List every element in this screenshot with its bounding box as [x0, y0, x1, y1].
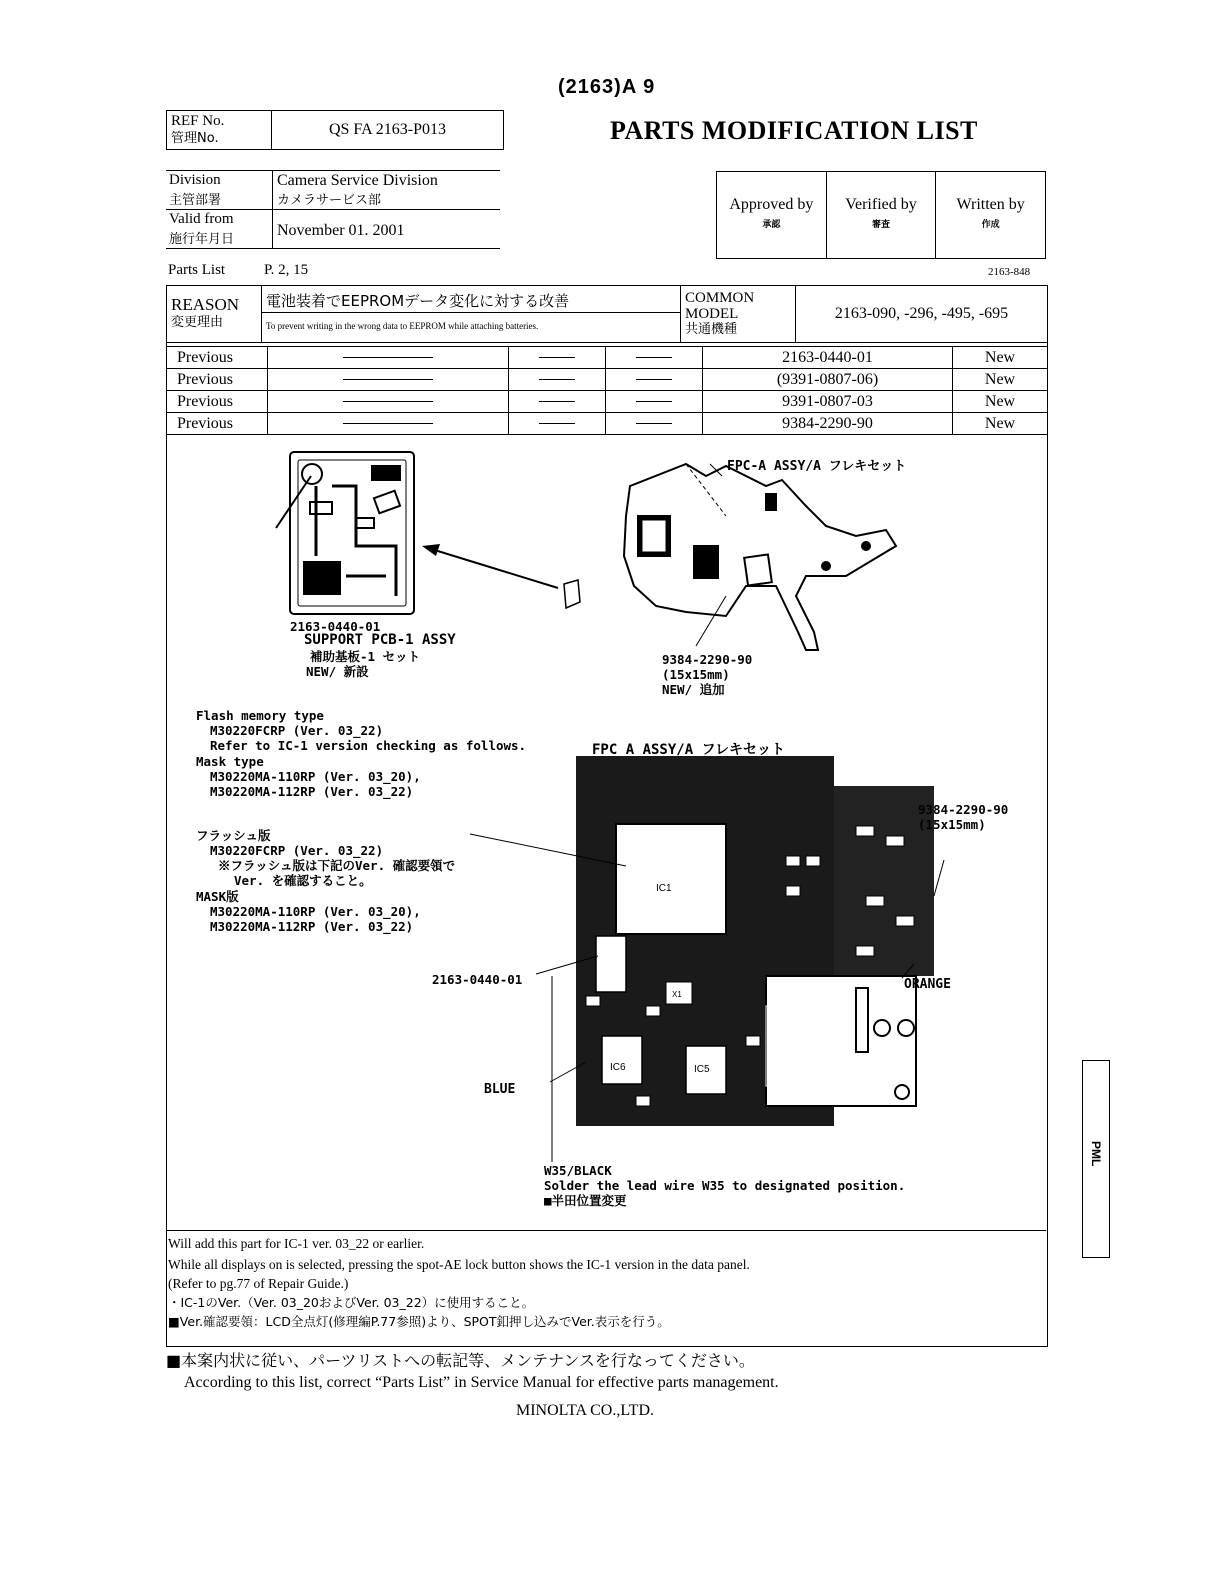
reason-label-jp: 変更理由	[171, 315, 224, 330]
footer-jp: ■本案内状に従い、パーツリストへの転記等、メンテナンスを行なってください。	[166, 1351, 755, 1370]
common-model-label-jp: 共通機種	[685, 322, 738, 337]
arrow-to-support-pcb	[422, 544, 558, 588]
jp-flash-model: M30220FCRP (Ver. 03_22)	[210, 843, 384, 858]
valid-from-label-jp: 施行年月日	[169, 232, 235, 247]
note-line-5: ■Ver.確認要領：LCD全点灯(修理編P.77参照)より、SPOT釦押し込みでVer.表示を行う。	[168, 1314, 670, 1329]
info-block	[166, 170, 500, 249]
written-by-label: Written by	[956, 196, 1025, 213]
w35-wire-note-jp: ■半田位置変更	[544, 1193, 627, 1208]
tape-status: NEW/ 追加	[662, 682, 725, 697]
parts-illustration	[166, 436, 1046, 1228]
support-part-name-jp: 補助基板-1 セット	[310, 649, 421, 664]
ref-value: QS FA 2163-P013	[272, 111, 504, 150]
mask-title: Mask type	[196, 754, 264, 769]
row-part-number: 9384-2290-90	[703, 413, 953, 435]
ic5-label: IC5	[694, 1064, 710, 1075]
document-title: PARTS MODIFICATION LIST	[610, 116, 978, 145]
row-label: Previous	[167, 413, 268, 435]
pml-side-tab	[1082, 1060, 1110, 1258]
jp-mask-title: MASK版	[196, 889, 239, 904]
support-part-number-mid: 2163-0440-01	[432, 972, 523, 987]
jp-flash-note-2: Ver. を確認すること。	[234, 873, 372, 888]
approval-table	[716, 171, 1046, 259]
row-status: New	[953, 369, 1048, 391]
mask-model-1: M30220MA-110RP (Ver. 03_20),	[210, 769, 421, 784]
flash-model: M30220FCRP (Ver. 03_22)	[210, 723, 384, 738]
tape-part-number-right: 9384-2290-90	[918, 802, 1009, 817]
note-line-4: ・IC-1のVer.（Ver. 03_20およびVer. 03_22）に使用すること。	[168, 1295, 535, 1310]
note-line-2: While all displays on is selected, pressing the spot-AE lock button shows the IC-1 version in the data panel.	[168, 1257, 750, 1272]
approved-by-label-jp: 承認	[762, 220, 781, 230]
refer-text: Refer to IC-1 version checking as follows.	[210, 738, 527, 753]
mask-model-2: M30220MA-112RP (Ver. 03_22)	[210, 784, 414, 799]
x1-label: X1	[672, 990, 682, 999]
note-line-3: (Refer to pg.77 of Repair Guide.)	[168, 1276, 349, 1291]
jp-mask-model-2: M30220MA-112RP (Ver. 03_22)	[210, 919, 414, 934]
jp-flash-title: フラッシュ版	[196, 828, 271, 843]
reason-table	[166, 285, 1048, 343]
reason-label: REASON	[171, 295, 240, 314]
flash-title: Flash memory type	[196, 708, 324, 723]
ic1-chip	[616, 824, 726, 934]
blue-wire-label: BLUE	[484, 1082, 516, 1097]
valid-from-value: November 01. 2001	[277, 222, 405, 239]
fpc-mid-label: FPC A ASSY/A フレキセット	[592, 742, 786, 758]
tape-size-right: (15x15mm)	[918, 817, 986, 832]
division-value-jp: カメラサービス部	[277, 193, 382, 208]
ic1-label: IC1	[656, 883, 672, 894]
tape-size: (15x15mm)	[662, 667, 730, 682]
jp-mask-model-1: M30220MA-110RP (Ver. 03_20),	[210, 904, 421, 919]
orange-wire-label: ORANGE	[904, 977, 951, 992]
row-status: New	[953, 391, 1048, 413]
parts-list-label: Parts List	[168, 262, 226, 278]
reason-text-en: To prevent writing in the wrong data to EEPROM while attaching batteries.	[266, 320, 539, 331]
notes-box	[166, 1230, 1046, 1346]
footer-company: MINOLTA CO.,LTD.	[516, 1402, 654, 1419]
pml-side-tab-label: PML	[1089, 1141, 1103, 1167]
ref-number-table	[166, 110, 504, 150]
support-part-number: 2163-0440-01	[290, 619, 381, 634]
row-part-number: 9391-0807-03	[703, 391, 953, 413]
support-part-name: SUPPORT PCB-1 ASSY	[304, 632, 456, 648]
w35-wire-note: Solder the lead wire W35 to designated position.	[544, 1178, 906, 1193]
support-part-status: NEW/ 新設	[306, 664, 369, 679]
verified-by-cell	[826, 172, 936, 259]
ic6-label: IC6	[610, 1062, 626, 1073]
main-pcb-drawing	[576, 756, 934, 1126]
written-by-label-jp: 作成	[981, 220, 1000, 230]
page-code: (2163)A 9	[558, 76, 656, 98]
division-label: Division	[169, 172, 221, 188]
row-part-number: 2163-0440-01	[703, 347, 953, 369]
row-label: Previous	[167, 347, 268, 369]
parts-row	[167, 347, 1048, 369]
footer-en: According to this list, correct “Parts List” in Service Manual for effective parts management.	[184, 1374, 779, 1391]
approved-by-label: Approved by	[729, 196, 814, 213]
verified-by-label-jp: 審査	[871, 220, 890, 230]
note-line-1: Will add this part for IC-1 ver. 03_22 or earlier.	[168, 1236, 425, 1251]
ic6-chip	[602, 1036, 642, 1084]
common-model-label-2: MODEL	[685, 306, 739, 322]
parts-rows-table	[166, 346, 1048, 435]
common-model-label-1: COMMON	[685, 290, 755, 306]
valid-from-label: Valid from	[169, 211, 234, 227]
written-by-cell	[936, 172, 1046, 259]
row-label: Previous	[167, 369, 268, 391]
parts-list-value: P. 2, 15	[264, 262, 309, 278]
division-label-jp: 主管部署	[169, 193, 222, 208]
ref-label: REF No.	[171, 112, 225, 129]
common-model-value: 2163-090, -296, -495, -695	[796, 286, 1048, 343]
tape-leader-line	[696, 596, 726, 646]
fpc-top-label: FPC-A ASSY/A フレキセット	[727, 459, 907, 474]
jp-flash-note-1: ※フラッシュ版は下記のVer. 確認要領で	[218, 858, 456, 873]
parts-row	[167, 391, 1048, 413]
w35-wire-label: W35/BLACK	[544, 1163, 612, 1178]
support-pcb-drawing	[276, 452, 414, 614]
tape-part-number: 9384-2290-90	[662, 652, 753, 667]
parts-row	[167, 413, 1048, 435]
approved-by-cell	[717, 172, 827, 259]
parts-row	[167, 369, 1048, 391]
verified-by-label: Verified by	[845, 196, 917, 213]
ref-label-jp: 管理No.	[171, 130, 219, 146]
division-value: Camera Service Division	[277, 172, 438, 189]
row-status: New	[953, 347, 1048, 369]
row-part-number: (9391-0807-06)	[703, 369, 953, 391]
doc-code: 2163-848	[988, 266, 1031, 278]
tape-square-drawing	[564, 580, 580, 608]
row-label: Previous	[167, 391, 268, 413]
row-status: New	[953, 413, 1048, 435]
fpc-a-assy-drawing	[624, 464, 896, 650]
reason-text-jp: 電池装着でEEPROMデータ変化に対する改善	[262, 290, 680, 313]
